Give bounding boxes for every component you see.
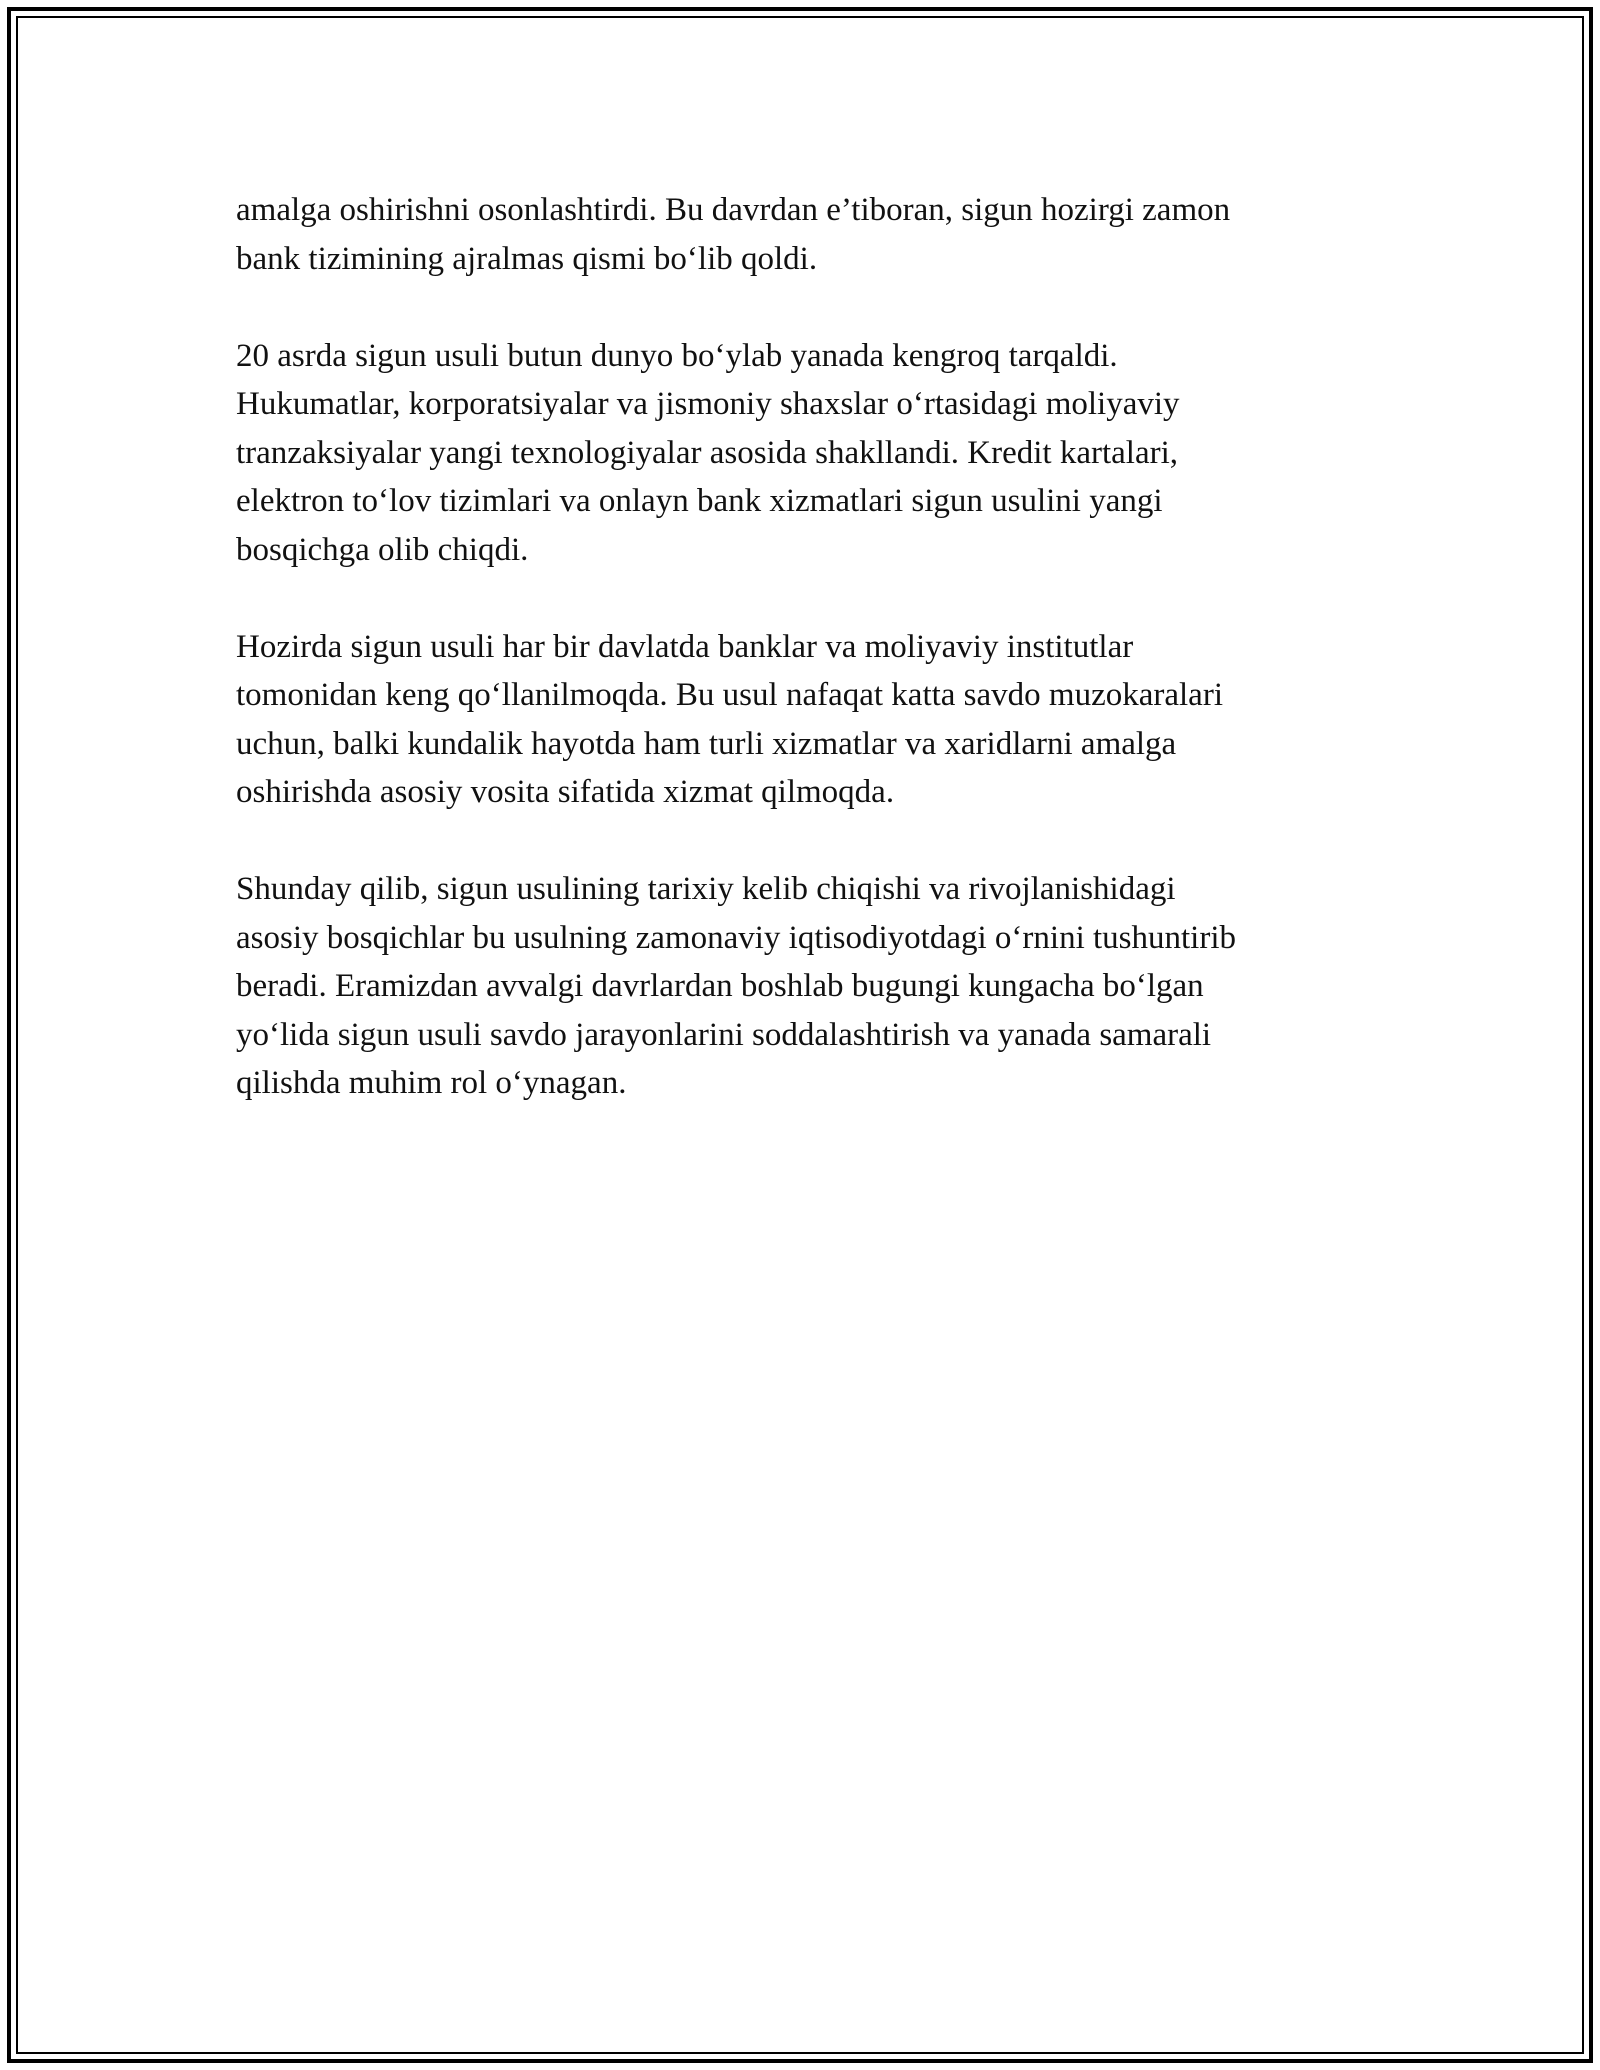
paragraph-4 xyxy=(236,865,1366,1108)
text-line: bosqichga olib chiqdi. xyxy=(236,531,529,568)
text-line: beradi. Eramizdan avvalgi davrlardan boshlab bugungi kungacha bo‘lgan xyxy=(236,968,1204,1004)
text-line: tranzaksiyalar yangi texnologiyalar asosida shakllandi. Kredit kartalari, xyxy=(236,434,1178,471)
text-line: Hozirda sigun usuli har bir davlatda banklar va moliyaviy institutlar xyxy=(236,628,1134,665)
text-line: elektron to‘lov tizimlari va onlayn bank xizmatlari sigun usulini yangi xyxy=(236,483,1163,519)
text-line: asosiy bosqichlar bu usulning zamonaviy iqtisodiyotdagi o‘rnini tushuntirib xyxy=(236,919,1236,956)
text-line: 20 asrda sigun usuli butun dunyo bo‘ylab yanada kengroq tarqaldi. xyxy=(236,337,1118,374)
text-line: tomonidan keng qo‘llanilmoqda. Bu usul nafaqat katta savdo muzokaralari xyxy=(236,677,1223,713)
text-line: oshirishda asosiy vosita sifatida xizmat qilmoqda. xyxy=(236,774,895,810)
document-body xyxy=(236,186,1366,1156)
paragraph-3 xyxy=(236,623,1366,817)
text-line: yo‘lida sigun usuli savdo jarayonlarini soddalashtirish va yanada samarali xyxy=(236,1016,1212,1053)
text-line: Hukumatlar, korporatsiyalar va jismoniy shaxslar o‘rtasidagi moliyaviy xyxy=(236,386,1180,422)
text-line: uchun, balki kundalik hayotda ham turli xizmatlar va xaridlarni amalga xyxy=(236,725,1177,762)
text-line: bank tizimining ajralmas qismi bo‘lib qoldi. xyxy=(236,240,818,277)
text-line: Shunday qilib, sigun usulining tarixiy kelib chiqishi va rivojlanishidagi xyxy=(236,871,1176,907)
paragraph-1 xyxy=(236,186,1366,283)
text-line: amalga oshirishni osonlashtirdi. Bu davrdan e’tiboran, sigun hozirgi zamon xyxy=(236,192,1231,228)
paragraph-2 xyxy=(236,332,1366,575)
text-line: qilishda muhim rol o‘ynagan. xyxy=(236,1065,627,1101)
